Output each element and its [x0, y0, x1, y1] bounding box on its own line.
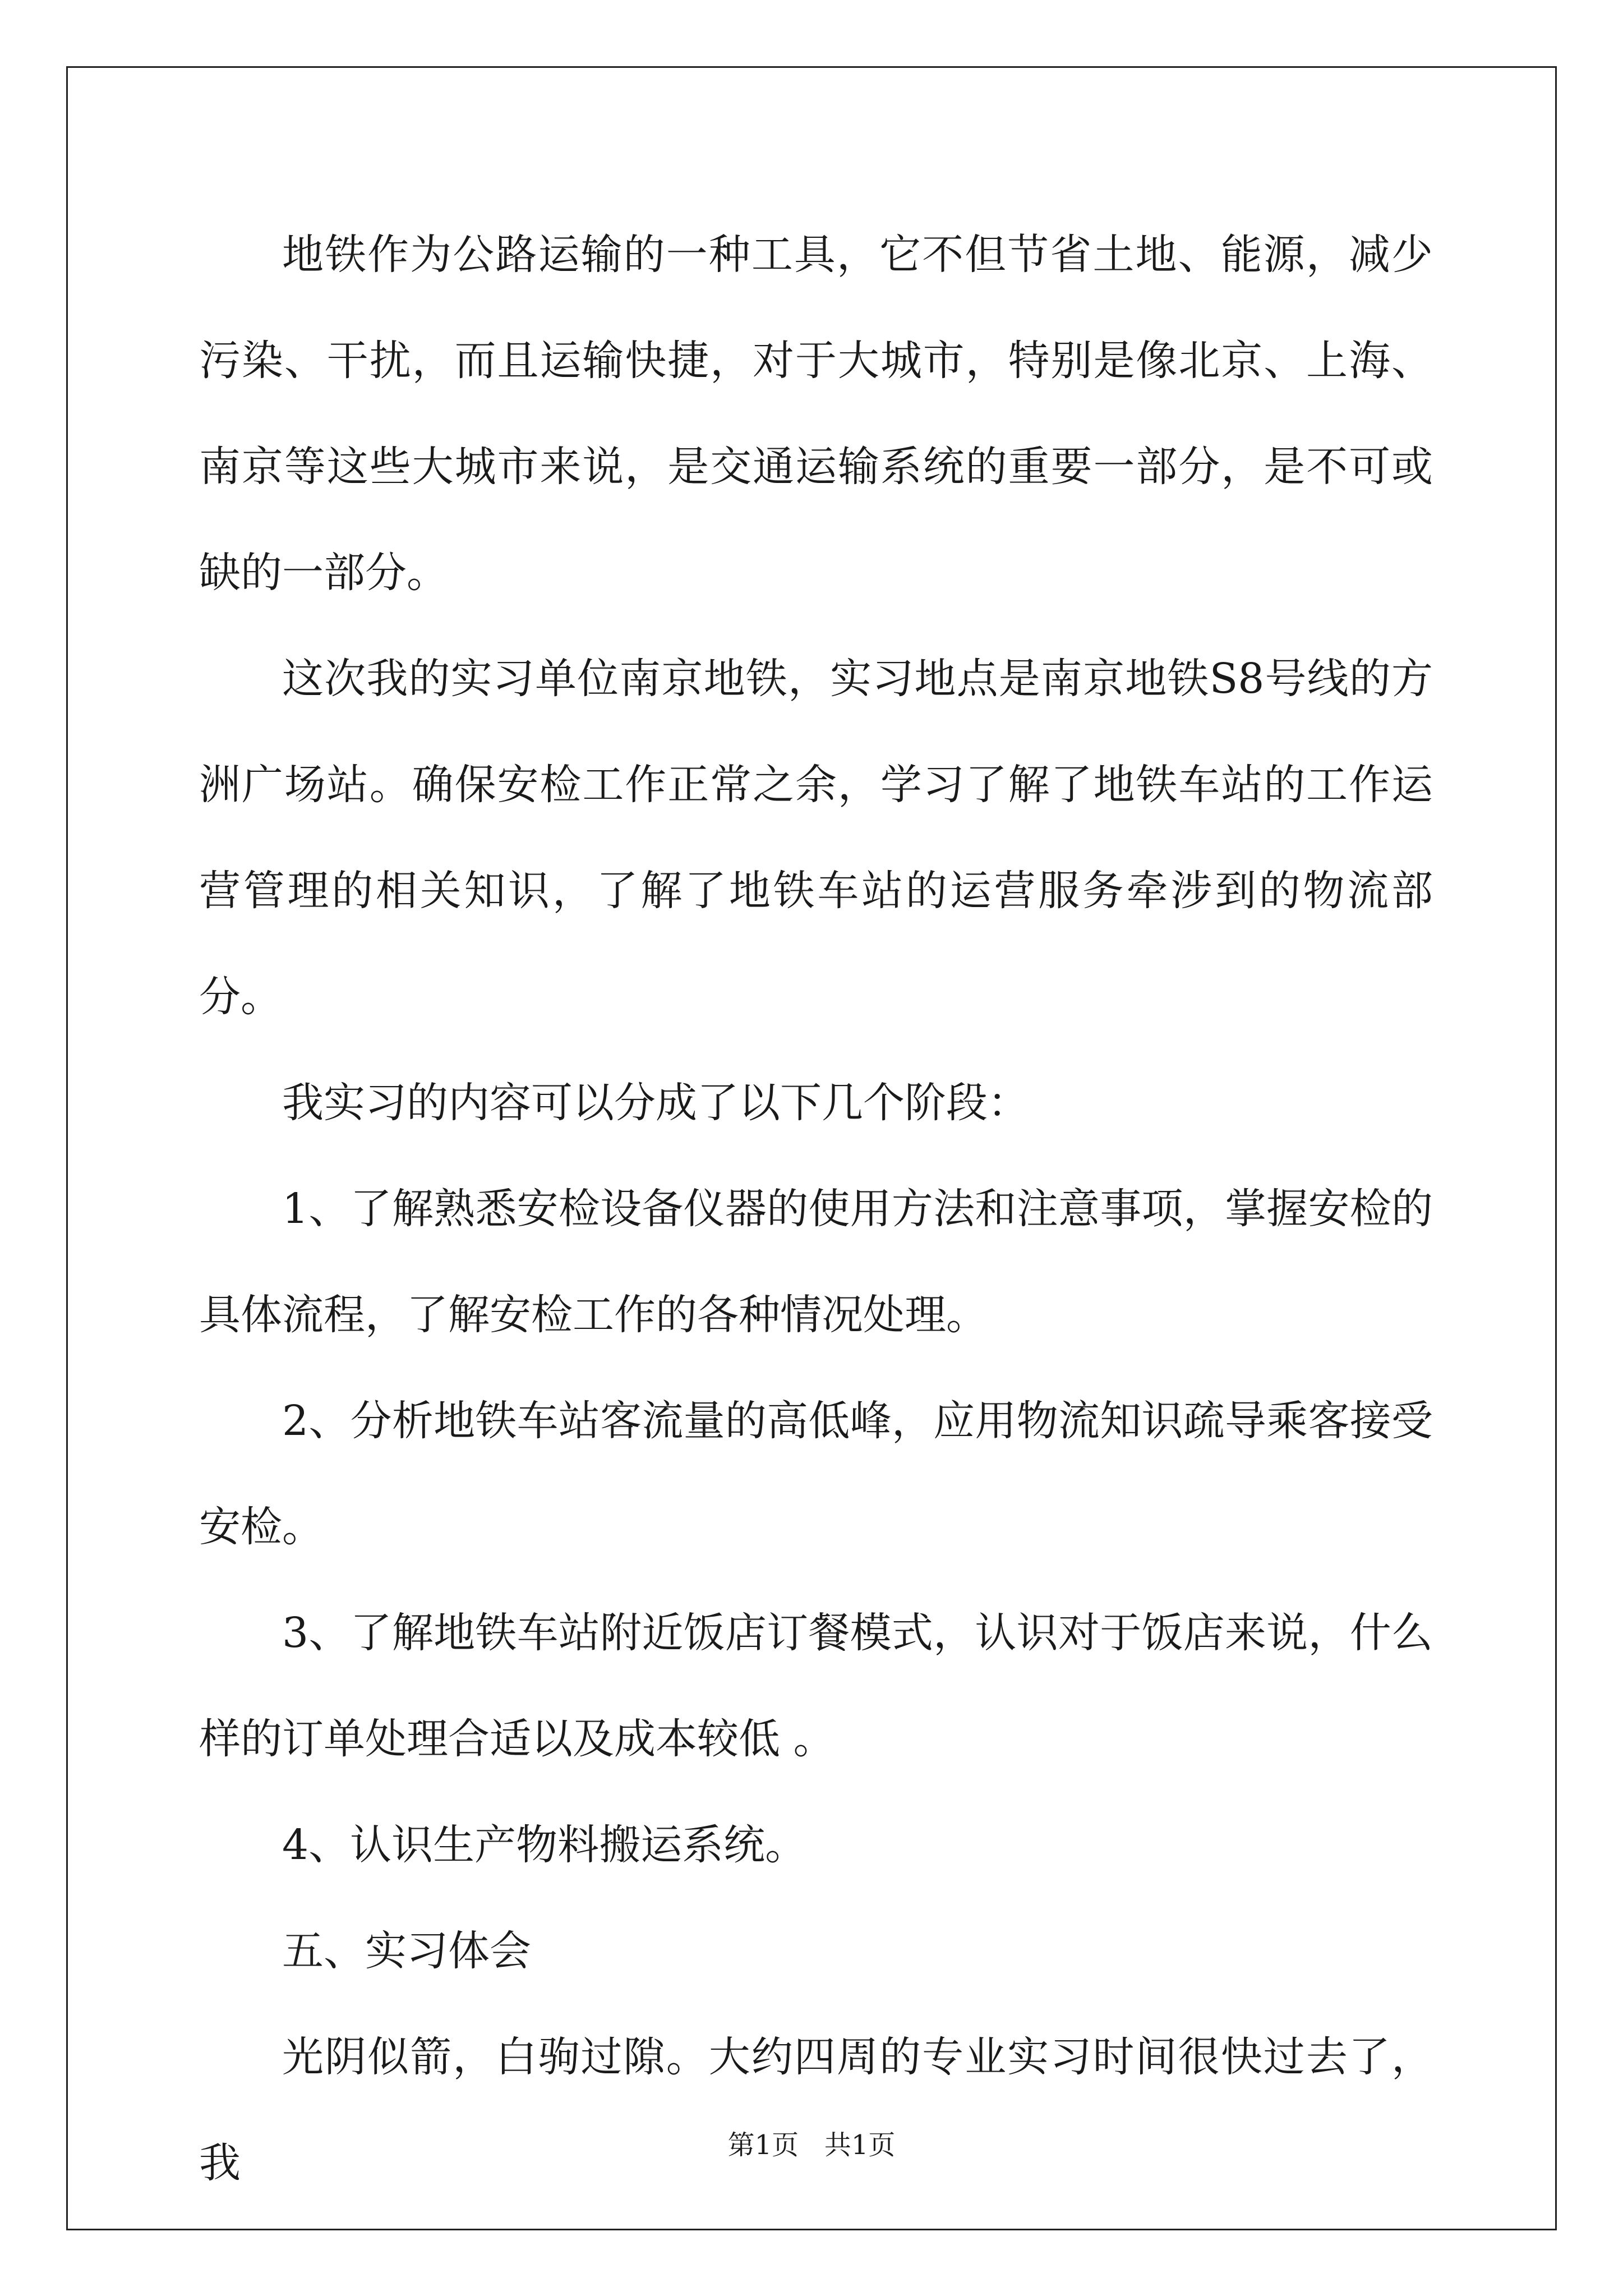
page-total: 共1页 — [824, 2129, 896, 2161]
paragraph-stage-3: 3、了解地铁车站附近饭店订餐模式，认识对于饭店来说，什么样的订单处理合适以及成本较低 。 — [199, 1609, 1433, 1763]
page-number: 第1页 — [727, 2129, 799, 2161]
paragraph-stage-4: 4、认识生产物料搬运系统。 — [282, 1821, 807, 1869]
paragraph-reflection: 光阴似箭，白驹过隙。大约四周的专业实习时间很快过去了，我 — [199, 2033, 1433, 2187]
paragraph-stage-2: 2、分析地铁车站客流量的高低峰，应用物流知识疏导乘客接受安检。 — [199, 1397, 1433, 1551]
paragraph-stages-intro: 我实习的内容可以分成了以下几个阶段： — [282, 1079, 1029, 1127]
section-heading: 五、实习体会 — [282, 1927, 531, 1975]
page-footer — [0, 2123, 1623, 2162]
paragraph-internship-unit: 这次我的实习单位南京地铁，实习地点是南京地铁S8号线的方洲广场站。确保安检工作正常之余，学习了解了地铁车站的工作运营管理的相关知识，了解了地铁车站的运营服务牵涉到的物流部分。 — [199, 655, 1433, 1021]
paragraph-stage-1: 1、了解熟悉安检设备仪器的使用方法和注意事项，掌握安检的具体流程，了解安检工作的各种情况处理。 — [199, 1185, 1433, 1339]
document-body — [199, 202, 1433, 2216]
paragraph-intro: 地铁作为公路运输的一种工具，它不但节省土地、能源，减少污染、干扰，而且运输快捷，对于大城市，特别是像北京、上海、南京等这些大城市来说，是交通运输系统的重要一部分，是不可或缺的一部分。 — [199, 231, 1433, 597]
